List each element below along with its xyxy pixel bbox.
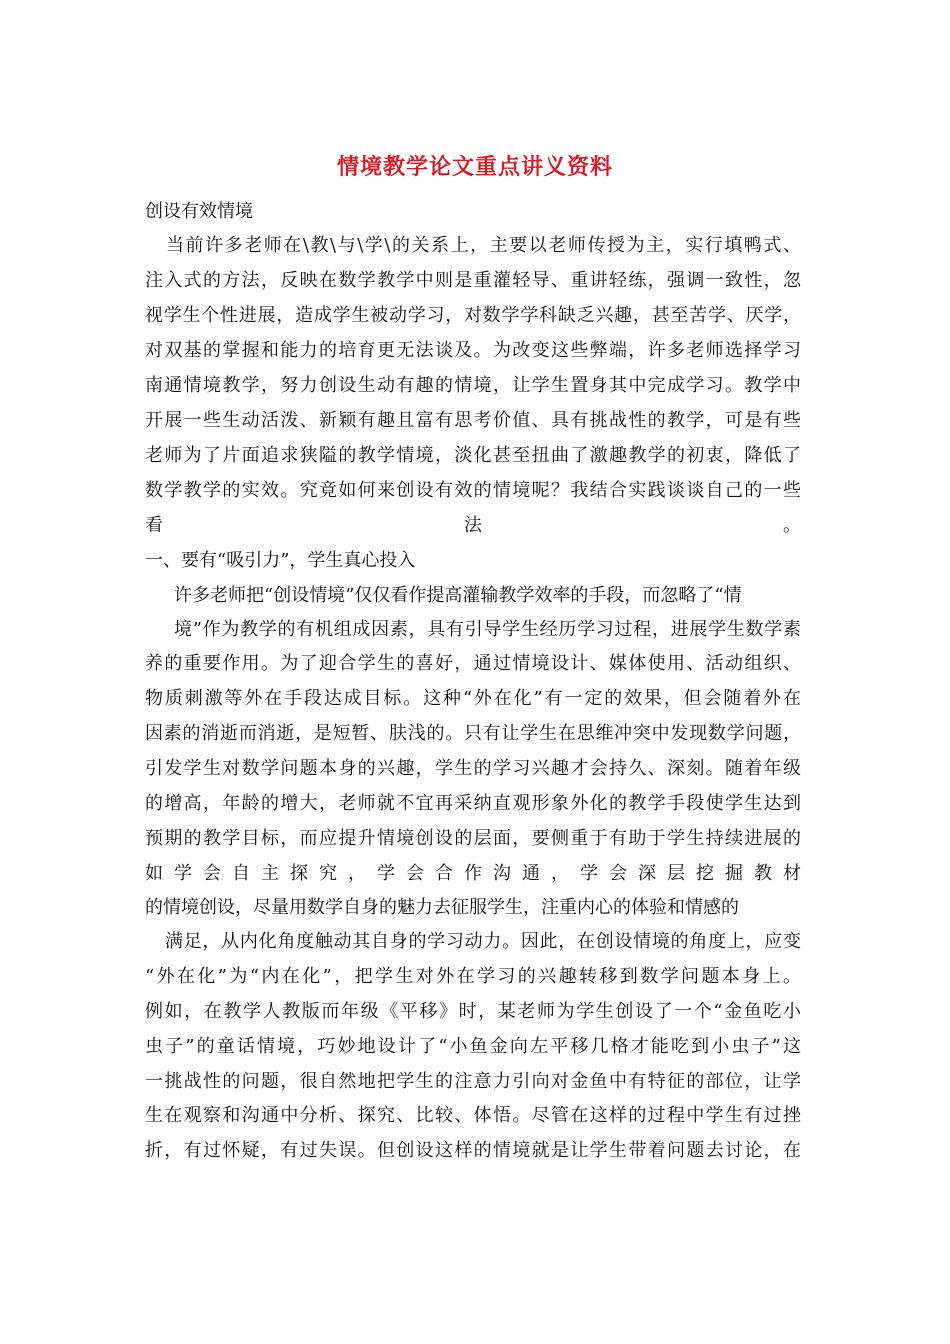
paragraph-line: 南通情境教学，努力创设生动有趣的情境，让学生置身其中完成学习。教学中 — [145, 375, 801, 396]
paragraph-line: 许多老师把“创设情境”仅仅看作提高灌输教学效率的手段，而忽略了“情 — [174, 585, 742, 606]
paragraph-line: 例如，在教学人教版而年级《平移》时，某老师为学生创设了一个“金鱼吃小 — [145, 1001, 801, 1022]
paragraph-line: “外在化”为“内在化”，把学生对外在学习的兴趣转移到数学问题本身上。 — [145, 966, 801, 987]
paragraph-line: 引发学生对数学问题本身的兴趣，学生的学习兴趣才会持久、深刻。随着年级 — [145, 758, 801, 779]
paragraph-line: 的情境创设，尽量用数学自身的魅力去征服学生，注重内心的体验和情感的 — [145, 897, 739, 918]
paragraph-line: 数学教学的实效。究竟如何来创设有效的情境呢？我结合实践谈谈自己的一些 — [145, 480, 801, 501]
paragraph-line: 的增高，年龄的增大，老师就不宜再采纳直观形象外化的教学手段使学生达到 — [145, 793, 801, 814]
paragraph-line: 一挑战性的问题，很自然地把学生的注意力引向对金鱼中有特征的部位，让学 — [145, 1071, 801, 1092]
section-heading: 创设有效情境 — [145, 201, 253, 222]
paragraph-line: 视学生个性进展，造成学生被动学习，对数学学科缺乏兴趣，甚至苦学、厌学， — [145, 305, 801, 326]
paragraph-line: 老师为了片面追求狭隘的教学情境，淡化甚至扭曲了激趣教学的初衷，降低了 — [145, 445, 801, 466]
paragraph-line: 虫子”的童话情境，巧妙地设计了“小鱼金向左平移几格才能吃到小虫子”这 — [145, 1036, 801, 1057]
paragraph-line: 注入式的方法，反映在数学教学中则是重灌轻导、重讲轻练，强调一致性，忽 — [145, 270, 801, 291]
paragraph-line: 开展一些生动活泼、新颖有趣且富有思考价值、具有挑战性的教学，可是有些 — [145, 410, 801, 431]
paragraph-line: 因素的消逝而消逝，是短暂、肤浅的。只有让学生在思维冲突中发现数学问题， — [145, 723, 801, 744]
document-title: 情境教学论文重点讲义资料 — [336, 154, 613, 180]
paragraph-line: 生在观察和沟通中分析、探究、比较、体悟。尽管在这样的过程中学生有过挫 — [145, 1105, 801, 1126]
paragraph-line: 物质刺激等外在手段达成目标。这种“外在化”有一定的效果，但会随着外在 — [145, 688, 801, 709]
paragraph-line: 境”作为教学的有机组成因素，具有引导学生经历学习过程，进展学生数学素 — [174, 619, 801, 640]
paragraph-line: 看法。 — [145, 515, 801, 536]
paragraph-line: 当前许多老师在\教\与\学\的关系上，主要以老师传授为主，实行填鸭式、 — [166, 235, 801, 256]
subsection-heading: 一、要有“吸引力”，学生真心投入 — [145, 550, 416, 571]
paragraph-line: 折，有过怀疑，有过失误。但创设这样的情境就是让学生带着问题去讨论，在 — [145, 1140, 801, 1161]
paragraph-line: 养的重要作用。为了迎合学生的喜好，通过情境设计、媒体使用、活动组织、 — [145, 653, 801, 674]
paragraph-line: 满足，从内化角度触动其自身的学习动力。因此，在创设情境的角度上，应变 — [165, 931, 801, 952]
paragraph-line: 如学会自主探究，学会合作沟通，学会深层挖掘教材 — [145, 863, 801, 884]
paragraph-line: 预期的教学目标，而应提升情境创设的层面，要侧重于有助于学生持续进展的 — [145, 828, 801, 849]
paragraph-line: 对双基的掌握和能力的培育更无法谈及。为改变这些弊端，许多老师选择学习 — [145, 340, 801, 361]
